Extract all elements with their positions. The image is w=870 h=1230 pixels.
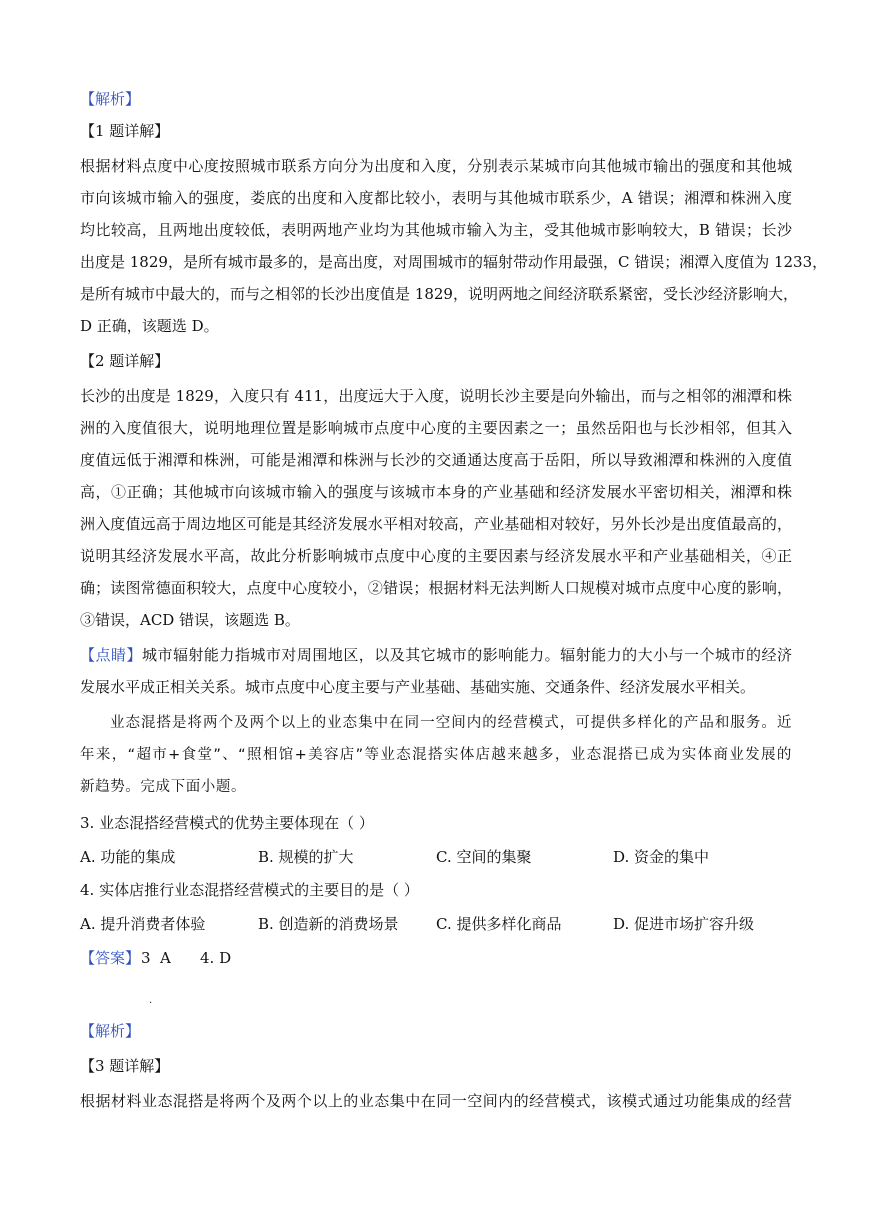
answer-label: 【答案】 bbox=[80, 949, 141, 967]
q2-text-line: 说明其经济发展水平高，故此分析影响城市点度中心度的主要因素与经济发展水平和产业基础相关，④正 bbox=[80, 547, 792, 565]
analysis-label-2: 【解析】 bbox=[80, 1022, 141, 1040]
q2-text-line: 高，①正确；其他城市向该城市输入的强度与该城市本身的产业基础和经济发展水平密切相关，湘潭和株 bbox=[80, 483, 792, 501]
analysis-label: 【解析】 bbox=[80, 90, 141, 108]
q2-text-line: 确；读图常德面积较大，点度中心度较小，②错误；根据材料无法判断人口规模对城市点度中心度的影响， bbox=[80, 579, 792, 597]
q3-option-c: C. 空间的集聚 bbox=[436, 848, 532, 866]
q4-option-c: C. 提供多样化商品 bbox=[436, 915, 562, 933]
tip-text-line: 发展水平成正相关关系。城市点度中心度主要与产业基础、基础实施、交通条件、经济发展水平相关。 bbox=[80, 678, 756, 696]
question-4-stem: 4. 实体店推行业态混搭经营模式的主要目的是（ ） bbox=[80, 881, 419, 899]
q1-text-line: 市向该城市输入的强度，娄底的出度和入度都比较小，表明与其他城市联系少，A 错误；湘潭和株洲入度 bbox=[80, 189, 792, 207]
question-3-stem: 3. 业态混搭经营模式的优势主要体现在（ ） bbox=[80, 814, 374, 832]
q1-text-line: 均比较高，且两地出度较低，表明两地产业均为其他城市输入为主，受其他城市影响较大，B 错误；长沙 bbox=[80, 221, 792, 239]
q3-text-line: 根据材料业态混搭是将两个及两个以上的业态集中在同一空间内的经营模式，该模式通过功能集成的经营 bbox=[80, 1092, 792, 1110]
q2-text-line: 度值远低于湘潭和株洲，可能是湘潭和株洲与长沙的交通通达度高于岳阳，所以导致湘潭和株洲的入度值 bbox=[80, 451, 792, 469]
q2-text-line: ③错误，ACD 错误，该题选 B。 bbox=[80, 611, 300, 629]
q1-text-line: 是所有城市中最大的，而与之相邻的长沙出度值是 1829，说明两地之间经济联系紧密，受长沙经济影响大， bbox=[80, 285, 798, 303]
material-text-line: 新趋势。完成下面小题。 bbox=[80, 779, 247, 795]
answer-q3-number: 3 bbox=[141, 949, 151, 967]
q4-option-b: B. 创造新的消费场景 bbox=[258, 915, 399, 933]
answer-dot: . bbox=[149, 995, 153, 1006]
q3-option-d: D. 资金的集中 bbox=[613, 848, 710, 866]
q4-option-d: D. 促进市场扩容升级 bbox=[613, 915, 755, 933]
tip-line bbox=[80, 644, 792, 666]
material-text-line: 业态混搭是将两个及两个以上的业态集中在同一空间内的经营模式，可提供多样化的产品和服务。近 bbox=[110, 715, 792, 731]
answer-q3-value: A bbox=[160, 949, 171, 967]
q1-text-line: 出度是 1829，是所有城市最多的，是高出度，对周围城市的辐射带动作用最强，C 错误；湘潭入度值为 1233， bbox=[80, 253, 828, 271]
material-text-line: 年来，“超市+食堂”、“照相馆+美容店”等业态混搭实体店越来越多，业态混搭已成为实体商业发展的 bbox=[80, 747, 792, 763]
tip-text: 城市辐射能力指城市对周围地区，以及其它城市的影响能力。辐射能力的大小与一个城市的经济 bbox=[141, 646, 792, 664]
q1-text-line: 根据材料点度中心度按照城市联系方向分为出度和入度，分别表示某城市向其他城市输出的强度和其他城 bbox=[80, 157, 792, 175]
q4-option-a: A. 提升消费者体验 bbox=[80, 915, 206, 933]
q3-option-a: A. 功能的集成 bbox=[80, 848, 176, 866]
q2-detail-header: 【2 题详解】 bbox=[80, 352, 170, 370]
q3-detail-header: 【3 题详解】 bbox=[80, 1057, 170, 1075]
q2-text-line: 洲的入度值很大，说明地理位置是影响城市点度中心度的主要因素之一；虽然岳阳也与长沙相邻，但其入 bbox=[80, 419, 792, 437]
q2-text-line: 长沙的出度是 1829，入度只有 411，出度远大于入度，说明长沙主要是向外输出，而与之相邻的湘潭和株 bbox=[80, 387, 792, 405]
answer-q4: 4. D bbox=[200, 949, 232, 967]
q2-text-line: 洲入度值远高于周边地区可能是其经济发展水平相对较高，产业基础相对较好，另外长沙是出度值最高的， bbox=[80, 515, 792, 533]
q3-option-b: B. 规模的扩大 bbox=[258, 848, 354, 866]
tip-label: 【点睛】 bbox=[80, 646, 142, 664]
q1-detail-header: 【1 题详解】 bbox=[80, 122, 170, 140]
q1-text-line: D 正确，该题选 D。 bbox=[80, 317, 219, 335]
